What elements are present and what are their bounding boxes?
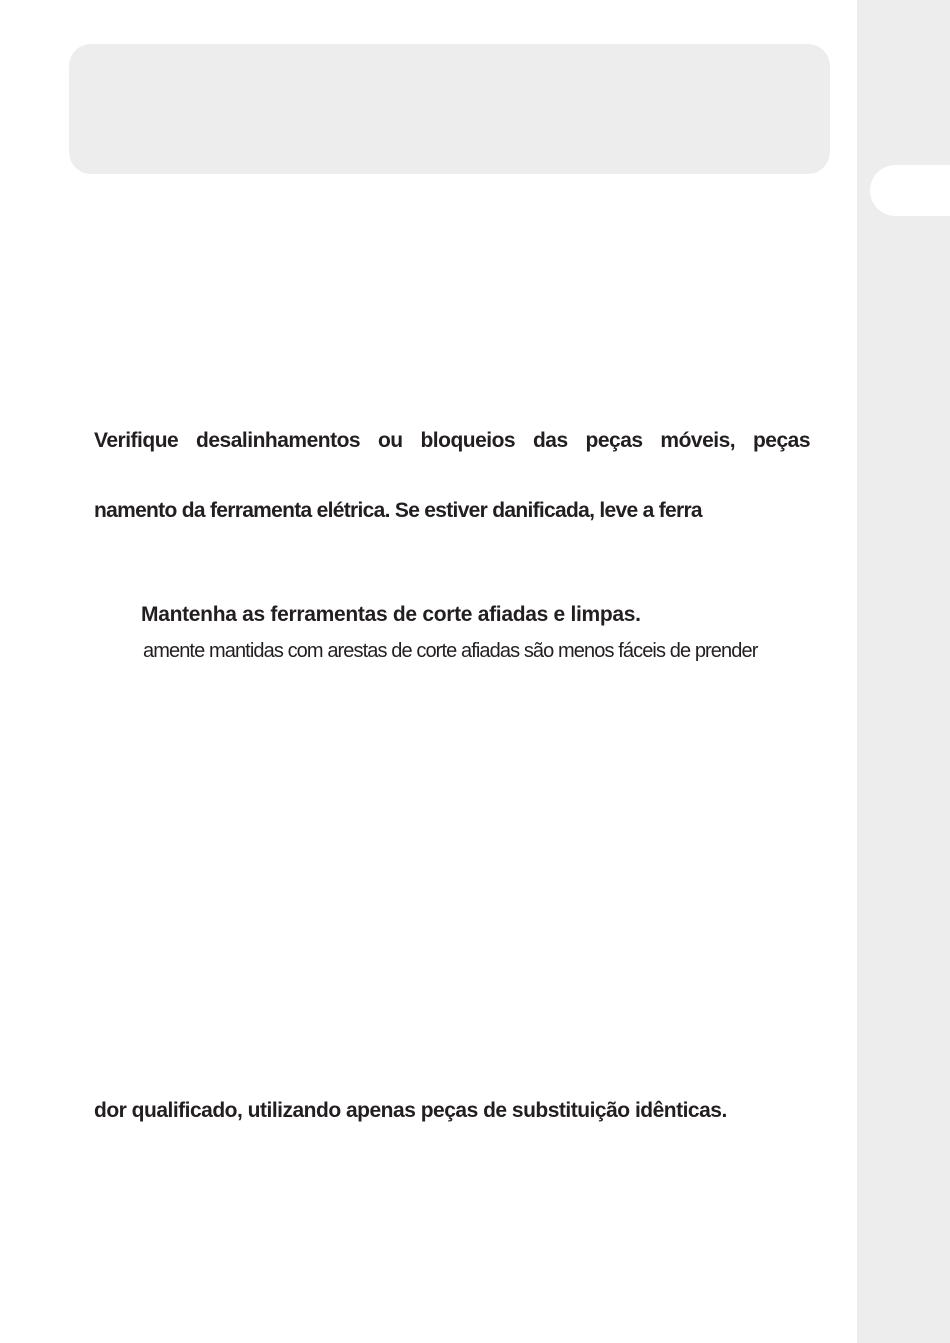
text-line-4: amente mantidas com arestas de corte afiadas são menos fáceis de prender [143, 640, 758, 662]
header-panel [69, 44, 830, 174]
text-line-5: dor qualificado, utilizando apenas peças de substituição idênticas. [94, 1099, 727, 1122]
text-line-2: namento da ferramenta elétrica. Se estiver danificada, leve a ferra [94, 499, 702, 522]
text-line-1: Verifique desalinhamentos ou bloqueios das peças móveis, peças [94, 429, 810, 452]
side-tab [870, 165, 950, 216]
section-heading: Mantenha as ferramentas de corte afiadas e limpas. [141, 603, 641, 626]
